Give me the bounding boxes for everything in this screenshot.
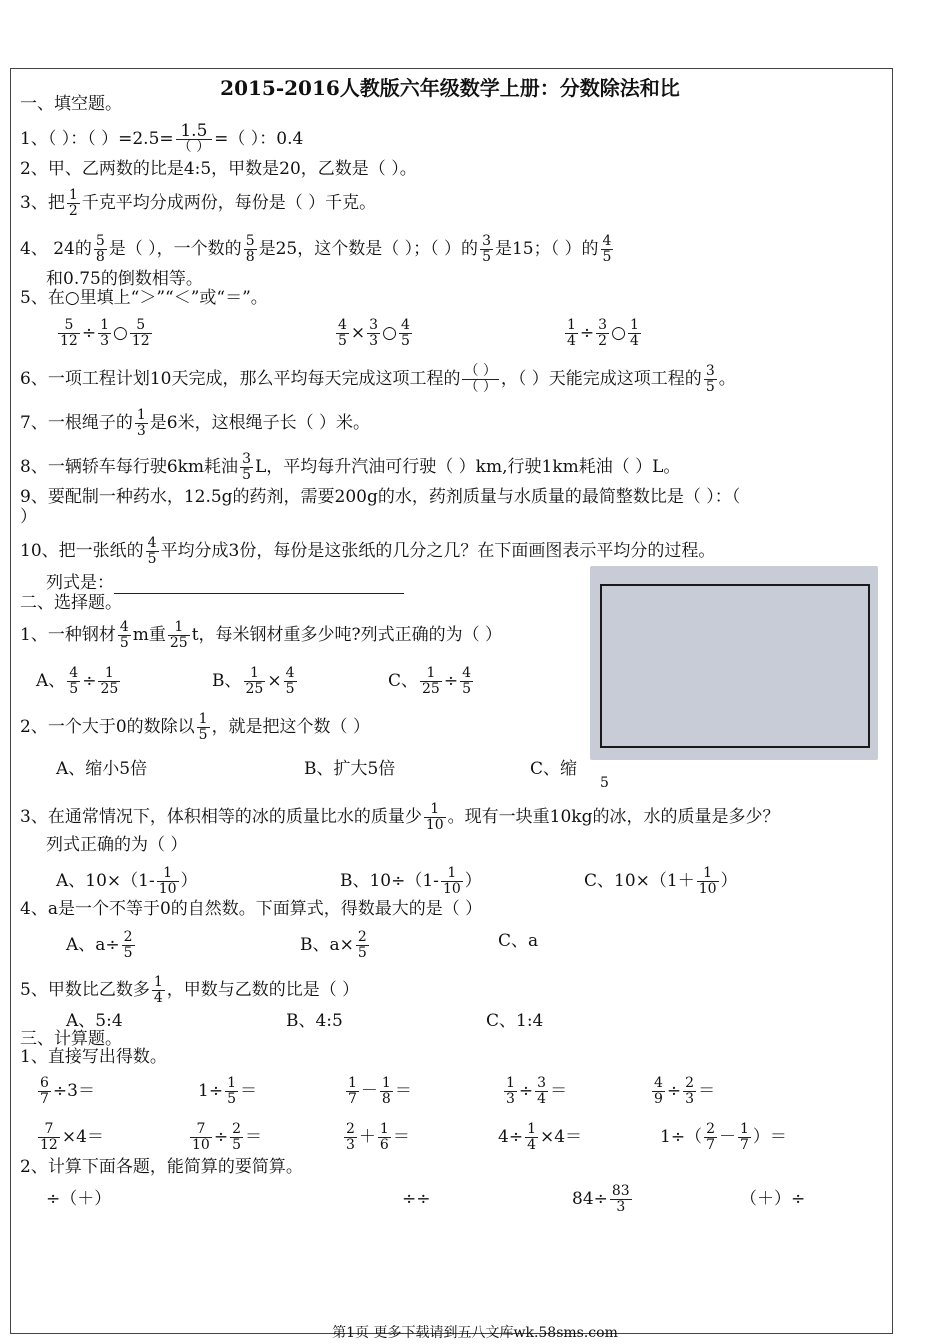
- q9-fill: 9、要配制一种药水，12.5g的药剂，需要200g的水，药剂质量与水质量的最简整数比是（ ）：（: [20, 487, 741, 507]
- fraction: $\frac{7}{12}$: [40, 1121, 58, 1153]
- calc-sub2: 2、计算下面各题，能简算的要简算。: [20, 1157, 303, 1177]
- fraction: $\frac{1}{25}$: [422, 665, 440, 697]
- mc-q3-option-a[interactable]: A、10×（1- $\frac{1}{10}$ ）: [56, 865, 198, 897]
- fraction: $\frac{4}{9}$: [654, 1075, 663, 1107]
- calc-r2-2: $\frac{7}{10}$ ÷ $\frac{2}{5}$ ＝: [192, 1121, 262, 1153]
- mc-q3-option-c[interactable]: C、10×（1＋ $\frac{1}{10}$ ）: [584, 865, 738, 897]
- calc-c2: ÷÷: [402, 1189, 431, 1209]
- calc-c4: （＋）÷: [740, 1189, 806, 1209]
- calc-c3: 84÷ $\frac{83}{3}$: [572, 1183, 630, 1215]
- fraction: $\frac{2}{5}$: [232, 1121, 241, 1153]
- mc-q2-option-a[interactable]: A、缩小5倍: [56, 759, 148, 779]
- fraction: $\frac{5}{12}$: [60, 317, 78, 349]
- calc-sub1: 1、直接写出得数。: [20, 1047, 167, 1067]
- fraction: $\frac{4}{5}$: [285, 665, 295, 697]
- fraction: $\frac{1}{25}$: [100, 665, 119, 697]
- calc-r1-4: $\frac{1}{3}$ ÷ $\frac{3}{4}$ ＝: [506, 1075, 568, 1107]
- section3-heading: 三、计算题。: [20, 1029, 122, 1049]
- fraction: $\frac{3}{5}$: [482, 233, 491, 265]
- drawing-rectangle: [600, 584, 870, 748]
- fraction: $\frac{1}{25}$: [245, 665, 264, 697]
- fraction: $\frac{3}{5}$: [242, 451, 251, 483]
- mc-q2-option-b[interactable]: B、扩大5倍: [304, 759, 396, 779]
- fraction: $\frac{2}{5}$: [123, 929, 133, 961]
- q7-fill: 7、一根绳子的 $\frac{1}{3}$ 是6米，这根绳子长（ ）米。: [20, 407, 370, 439]
- fraction: $\frac{6}{7}$: [40, 1075, 49, 1107]
- fraction: $\frac{1}{10}$: [158, 865, 177, 897]
- fraction: $\frac{1}{4}$: [153, 974, 163, 1006]
- fraction: $\frac{1}{8}$: [381, 1075, 391, 1107]
- fraction: $\frac{4}{5}$: [462, 665, 472, 697]
- fraction: $\frac{2}{5}$: [357, 929, 367, 961]
- fraction: $\frac{4}{5}$: [400, 317, 410, 349]
- calc-r1-1: $\frac{6}{7}$ ÷3＝: [40, 1075, 95, 1107]
- calc-r1-2: 1÷ $\frac{1}{5}$ ＝: [198, 1075, 257, 1107]
- fraction: $\frac{1}{5}$: [198, 711, 208, 743]
- mc-q4: 4、a是一个不等于0的自然数。下面算式，得数最大的是（ ）: [20, 899, 483, 919]
- q4-cont: 和0.75的倒数相等。: [46, 269, 203, 289]
- mc-q3: 3、在通常情况下，体积相等的冰的质量比水的质量少 $\frac{1}{10}$ 。现有一块重10kg的冰，水的质量是多少？: [20, 801, 780, 833]
- mc-q1-option-a[interactable]: A、 $\frac{4}{5}$ ÷ $\frac{1}{25}$: [36, 665, 119, 697]
- q8-fill: 8、一辆轿车每行驶6km耗油 $\frac{3}{5}$ L，平均每升汽油可行驶（ ）km,行驶1km耗油（ ）L。: [20, 451, 681, 483]
- mc-q4-option-c[interactable]: C、a: [498, 931, 539, 951]
- mc-q2-option-c[interactable]: C、缩: [530, 759, 578, 779]
- fraction: $\frac{5}{8}$: [245, 233, 255, 265]
- q5-item-b: $\frac{4}{5}$ × $\frac{3}{3}$ ○ $\frac{4}{5}$: [338, 317, 410, 349]
- fraction: $\frac{3}{4}$: [537, 1075, 547, 1107]
- calc-r2-3: $\frac{2}{3}$ ＋ $\frac{1}{6}$ ＝: [346, 1121, 410, 1153]
- q2-fill: 2、甲、乙两数的比是4:5，甲数是20，乙数是（ ）。: [20, 159, 417, 179]
- page-footer: 第1页 更多下载请到五八文库wk.58sms.com: [332, 1325, 618, 1341]
- fraction: $\frac{4}{5}$: [69, 665, 79, 697]
- calc-c1: ÷（＋）: [46, 1189, 112, 1209]
- mc-q1-option-c[interactable]: C、 $\frac{1}{25}$ ÷ $\frac{4}{5}$: [388, 665, 472, 697]
- fraction: $\frac{1}{7}$: [348, 1075, 357, 1107]
- fraction: $\frac{1}{25}$: [169, 619, 188, 651]
- calc-r1-5: $\frac{4}{9}$ ÷ $\frac{2}{3}$ ＝: [654, 1075, 716, 1107]
- calc-r1-3: $\frac{1}{7}$ － $\frac{1}{8}$ ＝: [348, 1075, 412, 1107]
- mc-q2-option-c-fragment: 5: [600, 775, 609, 791]
- section2-heading: 二、选择题。: [20, 593, 122, 613]
- calc-r2-4: 4÷ $\frac{1}{4}$ ×4＝: [498, 1121, 583, 1153]
- mc-q5-option-a[interactable]: A、5:4: [66, 1011, 123, 1031]
- fraction: $\frac{3}{5}$: [705, 363, 715, 395]
- answer-line[interactable]: [114, 577, 404, 594]
- section1-heading: 一、填空题。: [20, 94, 122, 114]
- mc-q4-option-a[interactable]: A、a÷ $\frac{2}{5}$: [66, 929, 133, 961]
- q10-formula: 列式是：: [46, 572, 404, 594]
- q6-fill: 6、一项工程计划10天完成，那么平均每天完成这项工程的 $\frac{( )}{( )}$ ，（ ）天能完成这项工程的 $\frac{3}{5}$ 。: [20, 363, 736, 395]
- calc-r2-5: 1÷（ $\frac{2}{7}$ － $\frac{1}{7}$ ）＝: [660, 1121, 787, 1153]
- calc-r2-1: $\frac{7}{12}$ ×4＝: [40, 1121, 104, 1153]
- fraction: $\frac{4}{5}$: [602, 233, 612, 265]
- q5-fill: 5、在○里填上“＞”“＜”或“＝”。: [20, 288, 268, 308]
- fraction: $\frac{1}{7}$: [739, 1121, 749, 1153]
- fraction: $\frac{5}{8}$: [95, 233, 105, 265]
- fraction: $\frac{4}{5}$: [338, 317, 347, 349]
- fraction: $\frac{5}{12}$: [131, 317, 150, 349]
- mc-q1-option-b[interactable]: B、 $\frac{1}{25}$ × $\frac{4}{5}$: [212, 665, 295, 697]
- q5-item-a: $\frac{5}{12}$ ÷ $\frac{1}{3}$ ○ $\frac{5}{12}$: [60, 317, 150, 349]
- fraction: $\frac{1}{10}$: [698, 865, 717, 897]
- fraction: $\frac{1}{2}$: [68, 187, 78, 219]
- mc-q3-option-b[interactable]: B、10÷（1- $\frac{1}{10}$ ）: [340, 865, 482, 897]
- page-title: 2015-2016人教版六年级数学上册：分数除法和比: [220, 76, 680, 100]
- fraction: $\frac{3}{3}$: [369, 317, 379, 349]
- q1-fill: 1、（ ）：（ ）=2.5= $\frac{1.5}{( )}$ =（ ）：0.4: [20, 121, 304, 155]
- fraction: $\frac{1}{10}$: [425, 801, 444, 833]
- fraction: $\frac{2}{3}$: [685, 1075, 695, 1107]
- fraction: $\frac{1}{3}$: [136, 407, 146, 439]
- q10-fill: 10、把一张纸的 $\frac{4}{5}$ 平均分成3份，每份是这张纸的几分之几？在下面画图表示平均分的过程。: [20, 535, 716, 567]
- mc-q5-option-b[interactable]: B、4:5: [286, 1011, 343, 1031]
- mc-q5-option-c[interactable]: C、1:4: [486, 1011, 544, 1031]
- drawing-area-photo: [590, 566, 878, 760]
- fraction: $\frac{3}{2}$: [598, 317, 608, 349]
- fraction: $\frac{1}{4}$: [567, 317, 576, 349]
- q3-fill: 3、把 $\frac{1}{2}$ 千克平均分成两份，每份是（ ）千克。: [20, 187, 377, 219]
- fraction: $\frac{1}{4}$: [629, 317, 639, 349]
- fraction: $\frac{2}{3}$: [346, 1121, 355, 1153]
- mc-q4-option-b[interactable]: B、a× $\frac{2}{5}$: [300, 929, 367, 961]
- fraction: $\frac{1}{6}$: [379, 1121, 389, 1153]
- mc-q1: 1、一种钢材 $\frac{4}{5}$ m重 $\frac{1}{25}$ t，每米钢材重多少吨?列式正确的为（ ）: [20, 619, 503, 651]
- fraction: $\frac{2}{7}$: [706, 1121, 715, 1153]
- fraction: $\frac{1}{3}$: [100, 317, 109, 349]
- fraction: $\frac{4}{5}$: [147, 535, 157, 567]
- q4-fill: 4、 24的 $\frac{5}{8}$ 是（ ），一个数的 $\frac{5}{8}$ 是25，这个数是（ ）；（ ）的 $\frac{3}{5}$ 是15；（ ）的 $\frac{4}{5}$: [20, 233, 612, 265]
- fraction: $\frac{4}{5}$: [119, 619, 129, 651]
- mc-q2: 2、一个大于0的数除以 $\frac{1}{5}$ ，就是把这个数（ ）: [20, 711, 370, 743]
- fraction: $\frac{83}{3}$: [611, 1183, 630, 1215]
- fraction: $\frac{1}{4}$: [527, 1121, 536, 1153]
- mc-q5: 5、甲数比乙数多 $\frac{1}{4}$ ，甲数与乙数的比是（ ）: [20, 974, 360, 1006]
- fraction: $\frac{1}{3}$: [506, 1075, 515, 1107]
- mc-q3-cont: 列式正确的为（ ）: [46, 835, 188, 855]
- q5-item-c: $\frac{1}{4}$ ÷ $\frac{3}{2}$ ○ $\frac{1}{4}$: [567, 317, 639, 349]
- fraction: $\frac{1}{5}$: [227, 1075, 236, 1107]
- fraction: $\frac{7}{10}$: [192, 1121, 210, 1153]
- fraction: $\frac{1.5}{( )}$: [177, 121, 211, 155]
- fraction: $\frac{1}{10}$: [442, 865, 461, 897]
- fraction: $\frac{( )}{( )}$: [464, 363, 497, 395]
- q9-cont: ）: [20, 507, 37, 527]
